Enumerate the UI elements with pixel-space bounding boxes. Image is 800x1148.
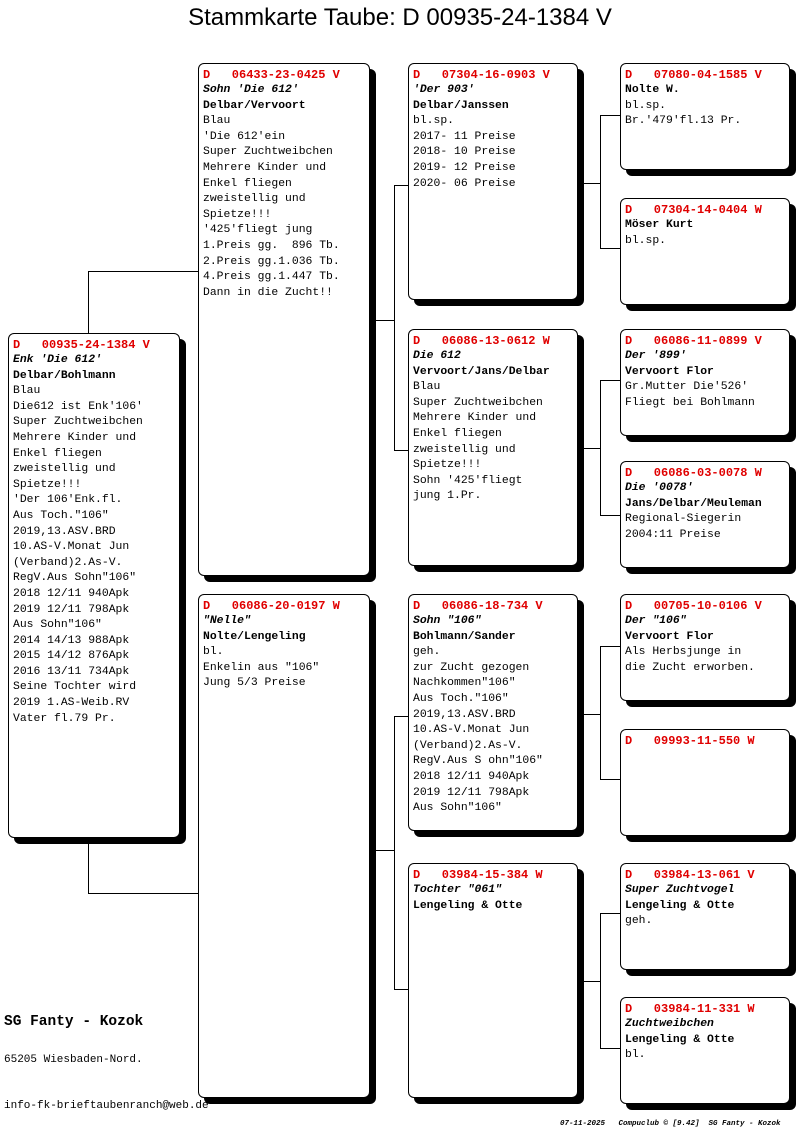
pigeon-nickname: Enk 'Die 612'	[13, 354, 102, 366]
info-line: Nachkommen"106"	[413, 677, 516, 690]
info-line: geh.	[413, 646, 441, 659]
info-line: Enkel fliegen	[203, 177, 292, 190]
ring-number: D 03984-15-384 W	[413, 868, 543, 882]
ring-number: D 06086-11-0899 V	[625, 334, 762, 348]
connector	[600, 248, 620, 249]
info-line: 2019,13.ASV.BRD	[13, 525, 116, 538]
connector	[370, 320, 394, 321]
info-line: 1.Preis gg. 896 Tb.	[203, 239, 340, 252]
info-line: bl.sp.	[413, 115, 455, 128]
connector	[394, 716, 395, 989]
connector	[600, 380, 601, 515]
pedigree-card-great-grandparent-3[interactable]	[620, 329, 790, 436]
info-line: Mehrere Kinder und	[203, 161, 327, 174]
pigeon-nickname: Die '0078'	[625, 482, 694, 494]
ring-number: D 00935-24-1384 V	[13, 338, 150, 352]
info-line: 2016 13/11 734Apk	[13, 665, 130, 678]
info-line: Aus Sohn"106"	[413, 802, 502, 815]
connector	[600, 1048, 620, 1049]
connector	[600, 115, 601, 248]
pedigree-card-father[interactable]	[198, 63, 370, 576]
connector	[88, 271, 89, 333]
breeder-name: Vervoort Flor	[625, 365, 714, 378]
info-line: Vater fl.79 Pr.	[13, 712, 116, 725]
connector	[88, 893, 200, 894]
breeder-name: Lengeling & Otte	[625, 1033, 735, 1046]
connector	[578, 981, 600, 982]
connector	[88, 271, 200, 272]
info-line: Gr.Mutter Die'526'	[625, 381, 749, 394]
connector	[578, 183, 600, 184]
pedigree-card-mother[interactable]	[198, 594, 370, 1098]
pigeon-nickname: Der "106"	[625, 615, 687, 627]
breeder-name: Delbar/Bohlmann	[13, 369, 116, 382]
info-line: 2019 12/11 798Apk	[13, 603, 130, 616]
info-line: 2019- 12 Preise	[413, 161, 516, 174]
connector	[578, 714, 600, 715]
ring-number: D 07080-04-1585 V	[625, 68, 762, 82]
breeder-name: Nolte W.	[625, 84, 680, 96]
info-line: 2017- 11 Preise	[413, 130, 516, 143]
pedigree-card-great-grandparent-8[interactable]	[620, 997, 790, 1104]
ring-number: D 00705-10-0106 V	[625, 599, 762, 613]
info-line: Fliegt bei Bohlmann	[625, 396, 755, 409]
ring-number: D 07304-16-0903 V	[413, 68, 550, 82]
breeder-name: Vervoort Flor	[625, 630, 714, 643]
pedigree-card-subject[interactable]	[8, 333, 180, 838]
footer-info: 07-11-2025 Compuclub © [9.42] SG Fanty - Kozok	[560, 1120, 781, 1128]
pedigree-card-grandfather-paternal[interactable]	[408, 63, 578, 300]
info-line: 4.Preis gg.1.447 Tb.	[203, 271, 340, 284]
pedigree-card-great-grandparent-5[interactable]	[620, 594, 790, 701]
connector	[394, 185, 408, 186]
info-line: Aus Sohn"106"	[13, 619, 102, 632]
owner-city: 65205 Wiesbaden-Nord.	[4, 1054, 143, 1066]
ring-number: D 06086-18-734 V	[413, 599, 543, 613]
info-line: Die612 ist Enk'106'	[13, 400, 143, 413]
pedigree-card-great-grandparent-1[interactable]	[620, 63, 790, 170]
info-line: Enkel fliegen	[413, 427, 502, 440]
info-line: Enkel fliegen	[13, 447, 102, 460]
info-line: 2020- 06 Preise	[413, 177, 516, 190]
info-line: 2018- 10 Preise	[413, 146, 516, 159]
info-line: (Verband)2.As-V.	[13, 556, 123, 569]
connector	[600, 779, 620, 780]
pigeon-nickname: "Nelle"	[203, 615, 251, 627]
info-line: Spietze!!!	[203, 208, 272, 221]
owner-email[interactable]: info-fk-brieftaubenranch@web.de	[4, 1100, 209, 1112]
ring-number: D 03984-11-331 W	[625, 1002, 755, 1016]
breeder-name: Lengeling & Otte	[625, 899, 735, 912]
ring-number: D 06086-13-0612 W	[413, 334, 550, 348]
info-line: zweistellig und	[413, 443, 516, 456]
info-line: geh.	[625, 915, 653, 928]
breeder-name: Delbar/Vervoort	[203, 99, 306, 112]
info-line: Dann in die Zucht!!	[203, 286, 333, 299]
info-line: 10.AS-V.Monat Jun	[413, 724, 530, 737]
pedigree-card-grandmother-maternal[interactable]	[408, 863, 578, 1098]
info-line: 'Der 106'Enk.fl.	[13, 494, 123, 507]
pigeon-nickname: Die 612	[413, 350, 461, 362]
info-line: '425'fliegt jung	[203, 224, 313, 237]
info-line: 2.Preis gg.1.036 Tb.	[203, 255, 340, 268]
ring-number: D 09993-11-550 W	[625, 734, 755, 748]
connector	[88, 838, 89, 893]
info-line: Blau	[203, 115, 231, 128]
pedigree-card-great-grandparent-4[interactable]	[620, 461, 790, 568]
info-line: Jung 5/3 Preise	[203, 677, 306, 690]
pigeon-nickname: Sohn "106"	[413, 615, 482, 627]
info-line: Br.'479'fl.13 Pr.	[625, 115, 742, 128]
info-line: bl.	[625, 1049, 646, 1062]
pigeon-nickname: Sohn 'Die 612'	[203, 84, 299, 96]
info-line: bl.sp.	[625, 99, 667, 112]
info-line: Enkelin aus "106"	[203, 661, 320, 674]
info-line: Mehrere Kinder und	[413, 412, 537, 425]
connector	[394, 716, 408, 717]
info-line: RegV.Aus Sohn"106"	[13, 572, 137, 585]
info-line: 2014 14/13 988Apk	[13, 634, 130, 647]
info-line: bl.	[203, 646, 224, 659]
pedigree-card-great-grandparent-6[interactable]	[620, 729, 790, 836]
connector	[600, 646, 601, 779]
connector	[600, 115, 620, 116]
pedigree-card-great-grandparent-7[interactable]	[620, 863, 790, 970]
info-line: 2015 14/12 876Apk	[13, 650, 130, 663]
pigeon-nickname: Super Zuchtvogel	[625, 884, 735, 896]
info-line: Super Zuchtweibchen	[203, 146, 333, 159]
breeder-name: Lengeling & Otte	[413, 899, 523, 912]
info-line: Regional-Siegerin	[625, 513, 742, 526]
pigeon-nickname: Zuchtweibchen	[625, 1018, 714, 1030]
info-line: Spietze!!!	[13, 478, 82, 491]
info-line: Als Herbsjunge in	[625, 646, 742, 659]
breeder-name: Bohlmann/Sander	[413, 630, 516, 643]
info-line: die Zucht erworben.	[625, 661, 755, 674]
info-line: 10.AS-V.Monat Jun	[13, 541, 130, 554]
pigeon-nickname: Der '899'	[625, 350, 687, 362]
connector	[600, 380, 620, 381]
info-line: jung 1.Pr.	[413, 490, 482, 503]
info-line: Mehrere Kinder und	[13, 431, 137, 444]
connector	[600, 646, 620, 647]
connector	[600, 913, 620, 914]
info-line: zweistellig und	[203, 193, 306, 206]
info-line: Aus Toch."106"	[13, 509, 109, 522]
info-line: 2004:11 Preise	[625, 528, 721, 541]
pigeon-nickname: Tochter "061"	[413, 884, 502, 896]
info-line: Super Zuchtweibchen	[413, 396, 543, 409]
info-line: zur Zucht gezogen	[413, 661, 530, 674]
info-line: Blau	[413, 381, 441, 394]
ring-number: D 06433-23-0425 V	[203, 68, 340, 82]
connector	[578, 448, 600, 449]
connector	[394, 450, 408, 451]
ring-number: D 07304-14-0404 W	[625, 203, 762, 217]
info-line: bl.sp.	[625, 234, 667, 247]
owner-name: SG Fanty - Kozok	[4, 1014, 144, 1030]
info-line: 2019,13.ASV.BRD	[413, 708, 516, 721]
info-line: 2018 12/11 940Apk	[13, 587, 130, 600]
connector	[394, 989, 408, 990]
ring-number: D 06086-03-0078 W	[625, 466, 762, 480]
ring-number: D 06086-20-0197 W	[203, 599, 340, 613]
info-line: 2019 12/11 798Apk	[413, 786, 530, 799]
info-line: RegV.Aus S ohn"106"	[413, 755, 543, 768]
connector	[394, 185, 395, 450]
pigeon-nickname: 'Der 903'	[413, 84, 475, 96]
info-line: 2018 12/11 940Apk	[413, 770, 530, 783]
breeder-name: Jans/Delbar/Meuleman	[625, 497, 762, 510]
info-line: 'Die 612'ein	[203, 130, 286, 143]
connector	[600, 913, 601, 1048]
breeder-name: Nolte/Lengeling	[203, 630, 306, 643]
info-line: Spietze!!!	[413, 459, 482, 472]
info-line: Blau	[13, 385, 41, 398]
info-line: Super Zuchtweibchen	[13, 416, 143, 429]
info-line: zweistellig und	[13, 463, 116, 476]
ring-number: D 03984-13-061 V	[625, 868, 755, 882]
info-line: 2019 1.AS-Weib.RV	[13, 697, 130, 710]
pedigree-card-great-grandparent-2[interactable]	[620, 198, 790, 305]
pedigree-card-grandmother-paternal[interactable]	[408, 329, 578, 566]
connector	[600, 515, 620, 516]
info-line: Sohn '425'fliegt	[413, 474, 523, 487]
breeder-name: Möser Kurt	[625, 219, 694, 231]
pedigree-card-grandfather-maternal[interactable]	[408, 594, 578, 831]
info-line: Aus Toch."106"	[413, 692, 509, 705]
page-title: Stammkarte Taube: D 00935-24-1384 V	[188, 4, 612, 31]
connector	[370, 850, 394, 851]
breeder-name: Delbar/Janssen	[413, 99, 509, 112]
info-line: (Verband)2.As-V.	[413, 739, 523, 752]
info-line: Seine Tochter wird	[13, 681, 137, 694]
breeder-name: Vervoort/Jans/Delbar	[413, 365, 550, 378]
